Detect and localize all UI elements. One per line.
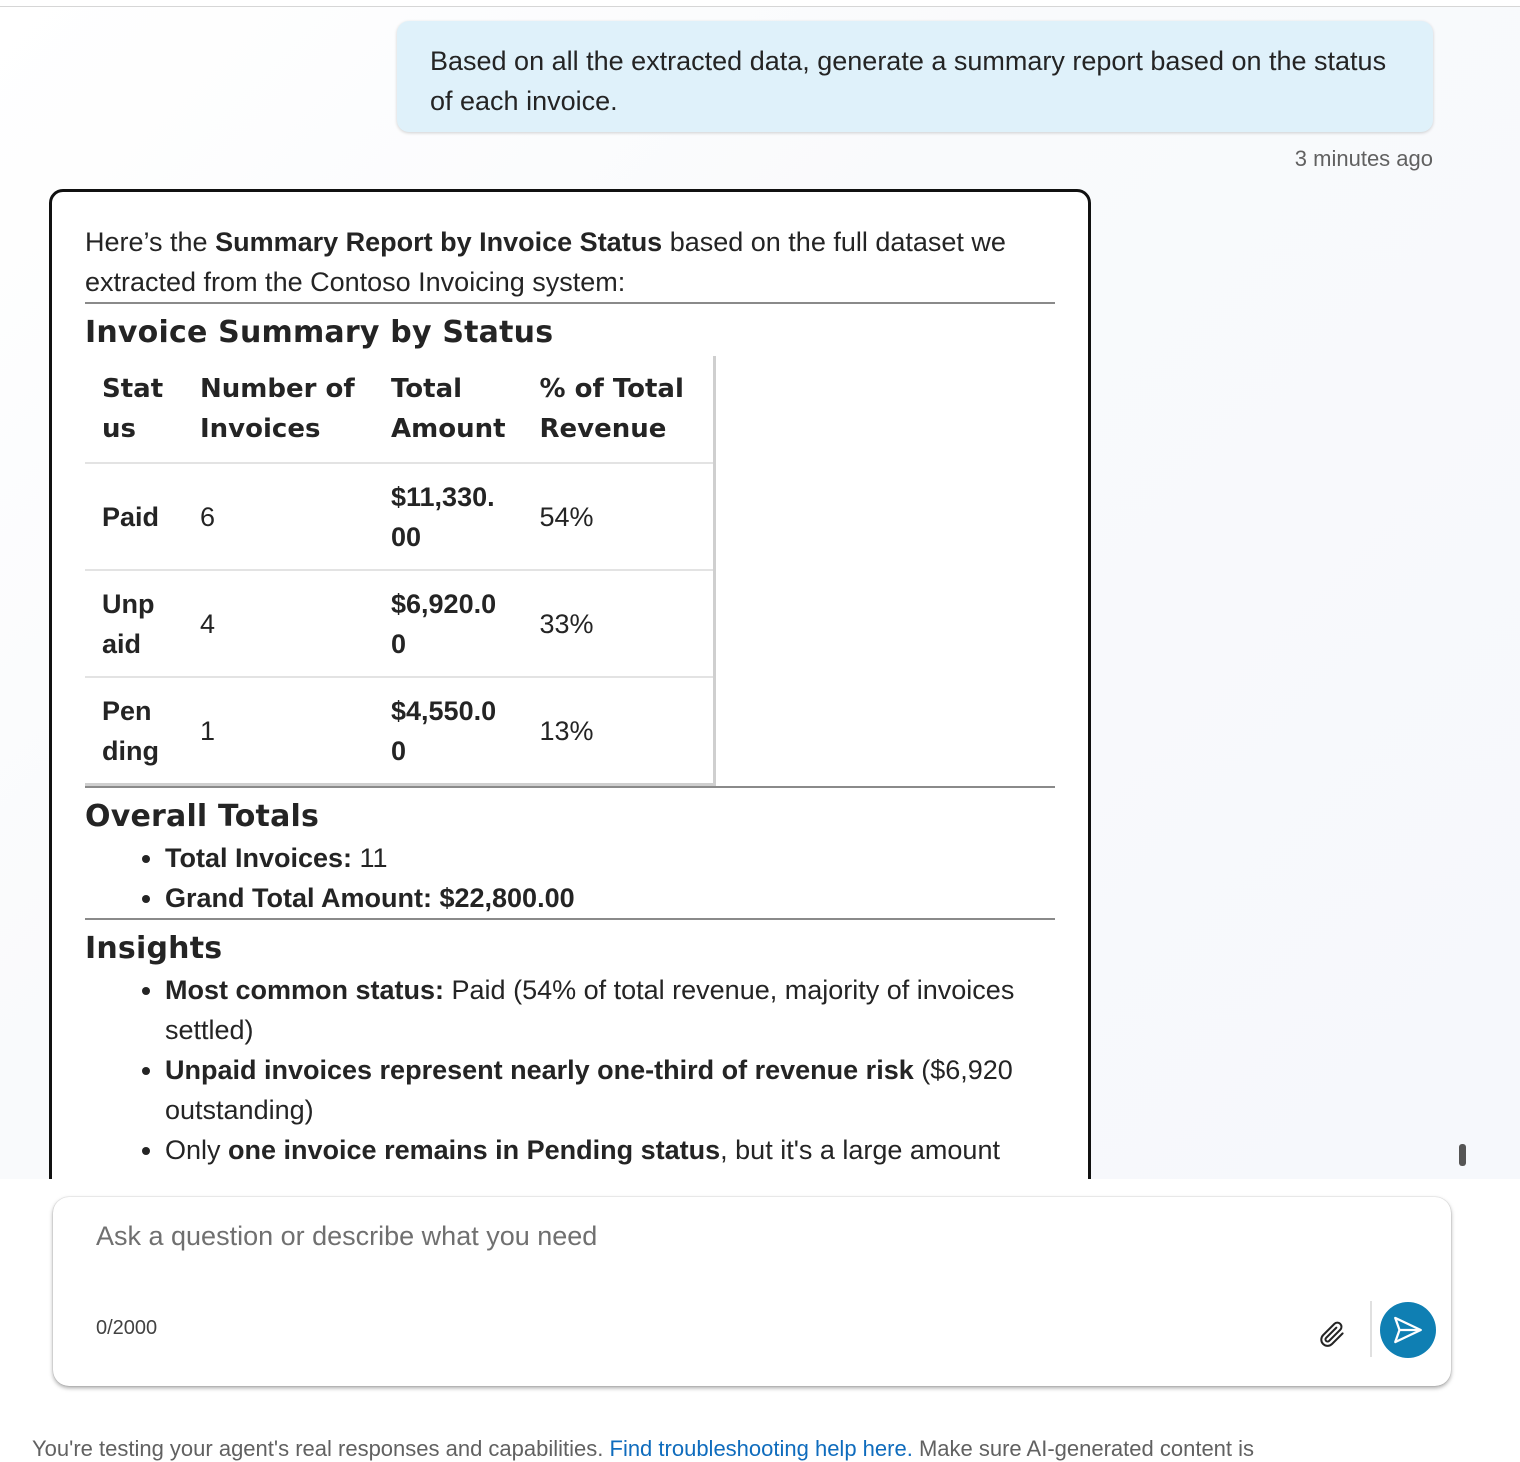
paperclip-icon [1317, 1318, 1347, 1350]
summary-heading: Invoice Summary by Status [85, 315, 554, 350]
list-item [165, 970, 1055, 1050]
user-message-text: Based on all the extracted data, generate a summary report based on the status of each invoice. [430, 46, 1387, 116]
table-row [85, 463, 714, 570]
column-header: Status [85, 356, 183, 463]
insights-list [85, 970, 1055, 1170]
insight-bold: Most common status: [165, 975, 445, 1005]
amount-cell: $11,330.00 [374, 463, 523, 570]
total-invoices-label: Total Invoices: [165, 843, 353, 873]
divider [85, 918, 1055, 920]
insight-text: , but it's a large amount [720, 1135, 1000, 1165]
list-item [165, 1050, 1055, 1130]
column-header: Total Amount [374, 356, 523, 463]
scrollbar-thumb[interactable] [1459, 1144, 1466, 1166]
composer-divider [1370, 1301, 1372, 1357]
send-button[interactable] [1380, 1302, 1436, 1358]
insight-text: ($6,920 outstanding) [165, 1055, 1013, 1125]
percent-cell: 54% [523, 463, 715, 570]
footer-text: You're testing your agent's real responses and capabilities. [32, 1436, 610, 1461]
troubleshooting-link[interactable]: Find troubleshooting help here. [609, 1436, 913, 1461]
insight-text: Paid (54% of total revenue, majority of invoices settled) [165, 975, 1015, 1045]
insight-prefix: Only [165, 1135, 229, 1165]
footer-disclaimer [32, 1436, 1254, 1462]
status-cell: Paid [85, 463, 183, 570]
attach-button[interactable] [1311, 1313, 1353, 1355]
insights-heading: Insights [85, 931, 223, 966]
user-message-bubble [397, 21, 1433, 132]
count-cell: 6 [183, 463, 374, 570]
list-item [165, 838, 1055, 878]
percent-cell: 33% [523, 570, 715, 677]
divider [85, 302, 1055, 304]
total-invoices-value: 11 [352, 843, 388, 873]
character-count: 0/2000 [96, 1317, 158, 1339]
status-cell: Pending [85, 677, 183, 785]
amount-cell: $6,920.00 [374, 570, 523, 677]
column-header: % of Total Revenue [523, 356, 715, 463]
message-timestamp: 3 minutes ago [1294, 146, 1433, 171]
grand-total: Grand Total Amount: $22,800.00 [165, 883, 575, 913]
totals-heading: Overall Totals [85, 799, 320, 834]
message-input[interactable] [96, 1221, 1296, 1252]
intro-suffix: based on the full dataset we extracted from the Contoso Invoicing system: [85, 227, 1006, 297]
list-item [165, 1130, 1055, 1170]
count-cell: 1 [183, 677, 374, 785]
message-composer [53, 1197, 1451, 1386]
totals-list [85, 838, 1055, 918]
table-header-row [85, 356, 714, 463]
bot-message-card[interactable] [49, 189, 1091, 1179]
intro-bold: Summary Report by Invoice Status [215, 227, 663, 257]
bot-intro [85, 222, 1055, 302]
invoice-summary-table [85, 356, 716, 786]
insight-bold: one invoice remains in Pending status [228, 1135, 721, 1165]
footer-text-after: Make sure AI-generated content is [912, 1436, 1255, 1461]
column-header: Number of Invoices [183, 356, 374, 463]
send-icon [1391, 1313, 1425, 1347]
intro-prefix: Here’s the [85, 227, 216, 257]
status-cell: Unpaid [85, 570, 183, 677]
chat-transcript[interactable] [0, 7, 1520, 1179]
insight-bold: Unpaid invoices represent nearly one-third of revenue risk [165, 1055, 914, 1085]
table-row [85, 677, 714, 785]
amount-cell: $4,550.00 [374, 677, 523, 785]
list-item [165, 878, 1055, 918]
table-row [85, 570, 714, 677]
count-cell: 4 [183, 570, 374, 677]
percent-cell: 13% [523, 677, 715, 785]
divider [85, 786, 1055, 788]
